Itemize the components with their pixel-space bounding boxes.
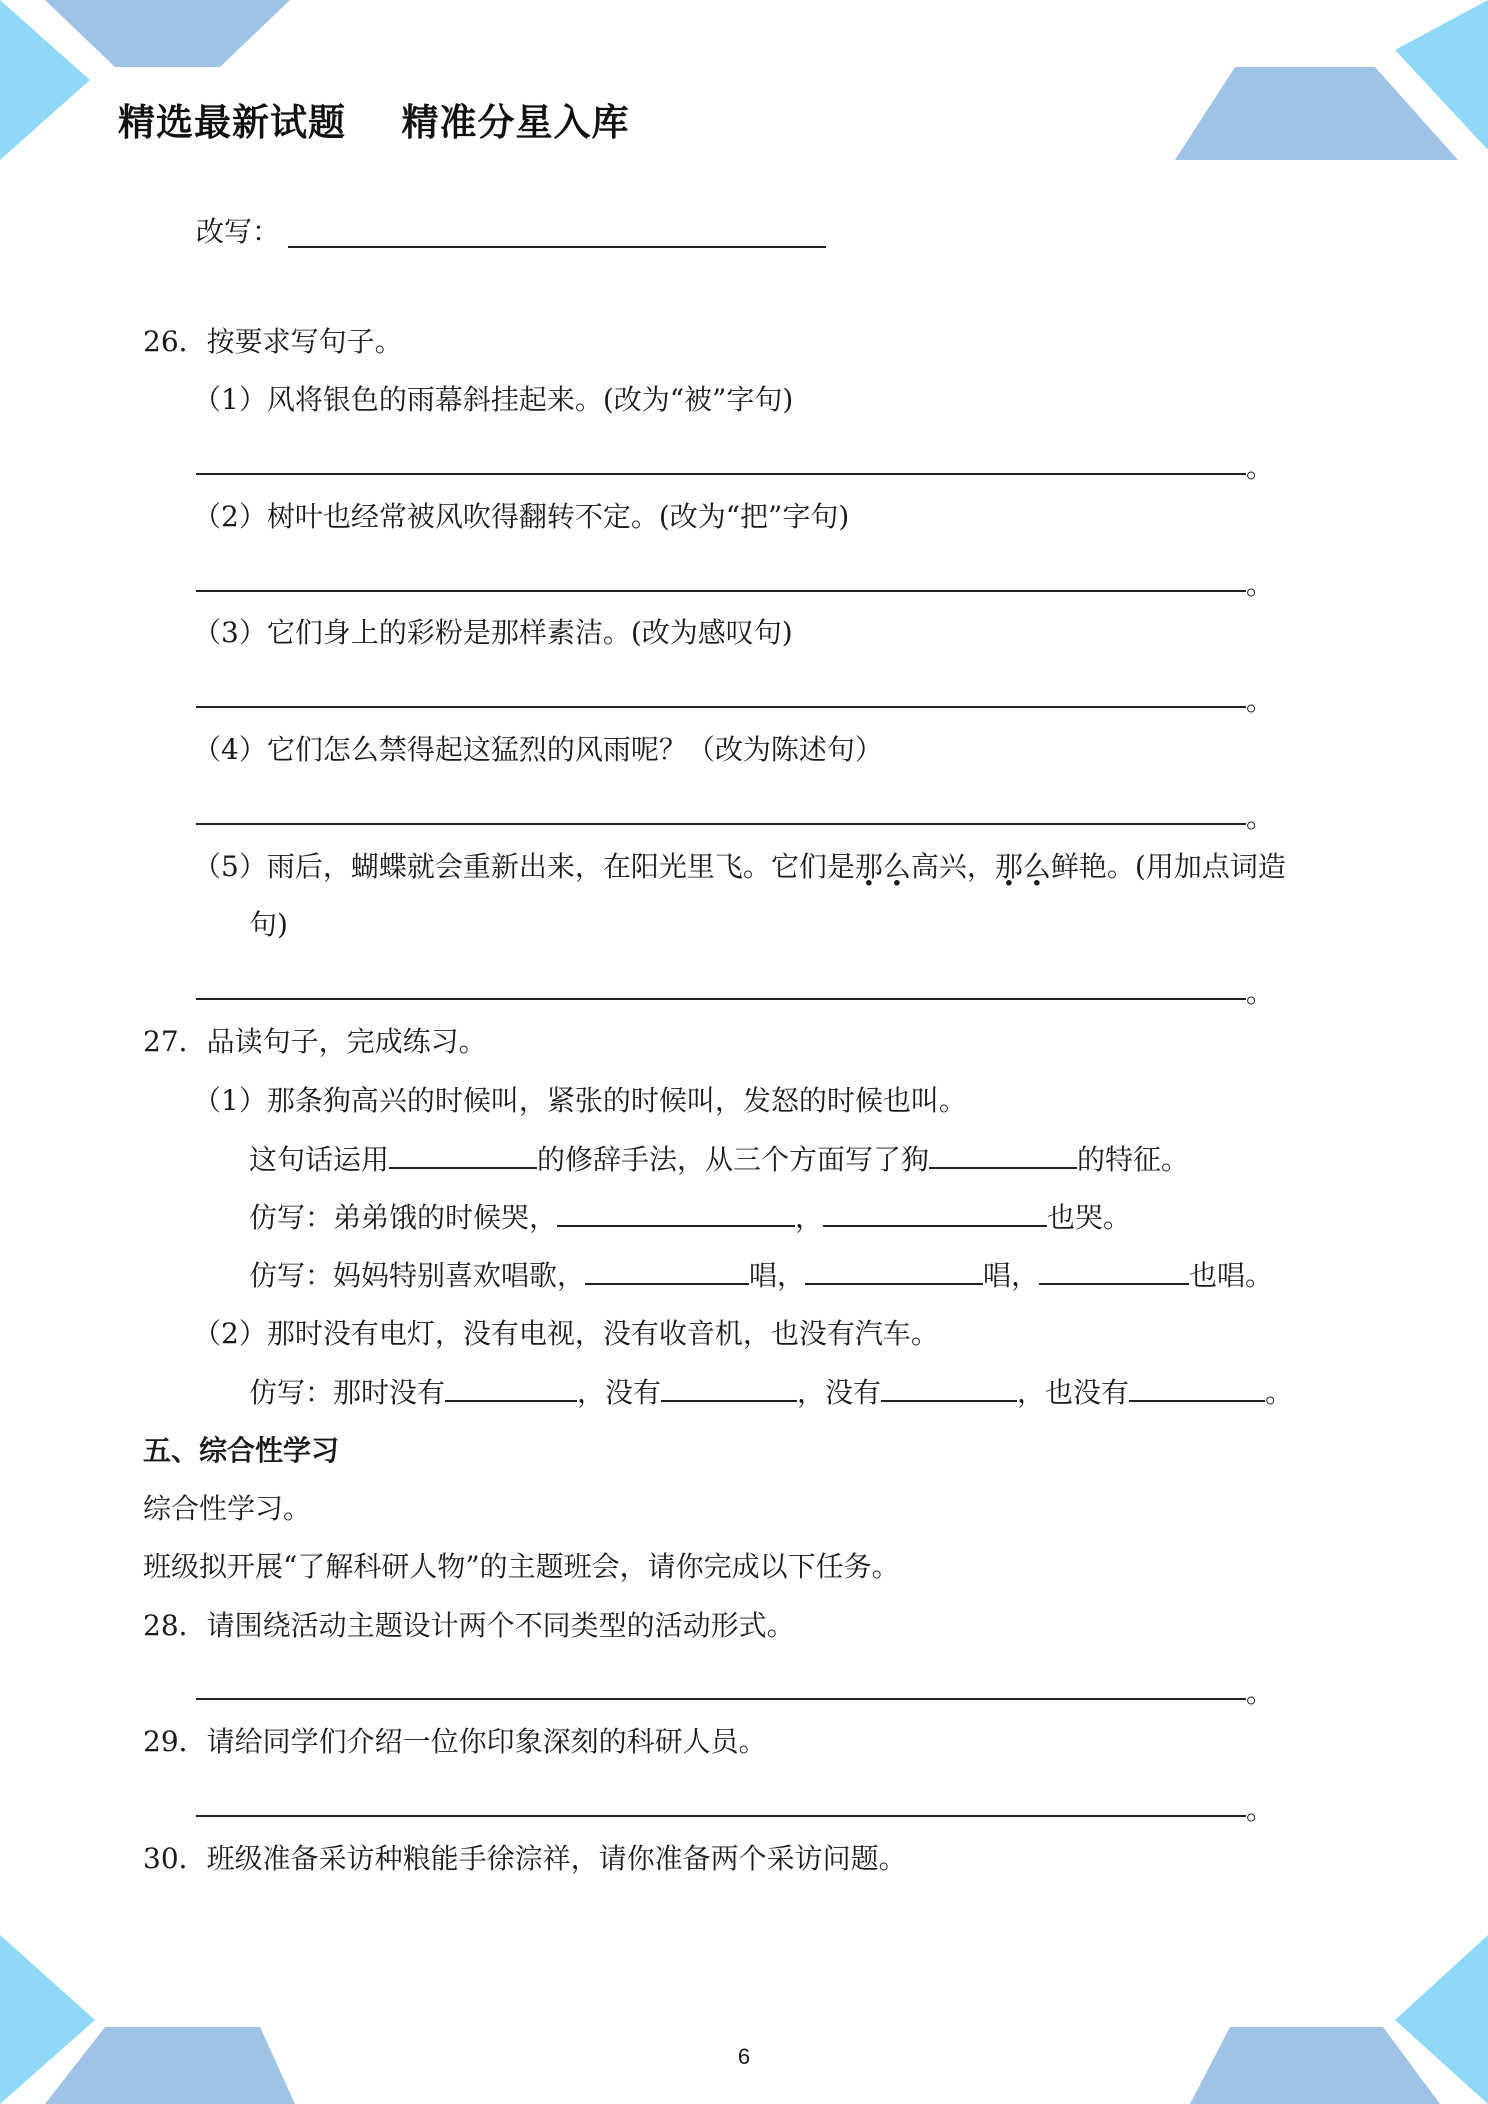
q27-sentence-1: （1）那条狗高兴的时候叫，紧张的时候叫，发怒的时候也叫。 bbox=[193, 1084, 967, 1117]
imit3-blank-3 bbox=[881, 1372, 1017, 1402]
imit3-blank-1 bbox=[445, 1372, 577, 1402]
q26-period-5: 。 bbox=[1246, 976, 1275, 1009]
fill-text-a: 这句话运用 bbox=[249, 1143, 390, 1176]
top-right-trapezoid bbox=[1175, 67, 1458, 160]
q28-answer-line bbox=[196, 1698, 1246, 1700]
q26-title: 26．按要求写句子。 bbox=[143, 325, 403, 358]
q27-title: 27．品读句子，完成练习。 bbox=[143, 1025, 487, 1058]
dotted-word-2b: 么 bbox=[1022, 850, 1051, 883]
q26-item-4: （4）它们怎么禁得起这猛烈的风雨呢？（改为陈述句） bbox=[193, 733, 883, 766]
imit3-blank-2 bbox=[661, 1372, 797, 1402]
section-5-heading: 五、综合性学习 bbox=[143, 1434, 340, 1467]
q26-item-5 bbox=[193, 847, 1286, 887]
imit1-text-b: ， bbox=[795, 1201, 824, 1234]
imit1-text-a: 仿写：弟弟饿的时候哭， bbox=[249, 1201, 558, 1234]
imit3-text-d: ，也没有 bbox=[1017, 1376, 1130, 1409]
q28-period: 。 bbox=[1246, 1676, 1275, 1709]
q26-answer-line-1 bbox=[196, 473, 1246, 475]
rhetoric-blank bbox=[389, 1139, 537, 1169]
imit3-text-e: 。 bbox=[1265, 1376, 1294, 1409]
q27-imitation-2 bbox=[249, 1255, 1273, 1296]
q26-item-5-suffix: 鲜艳。(用加点词造 bbox=[1050, 850, 1286, 883]
imit1-text-c: 也哭。 bbox=[1047, 1201, 1132, 1234]
fill-text-c: 的特征。 bbox=[1077, 1143, 1190, 1176]
imit2-text-b: 唱， bbox=[749, 1259, 806, 1292]
imit2-blank-2 bbox=[805, 1255, 983, 1285]
q26-answer-line-5 bbox=[196, 998, 1246, 1000]
q26-period-3: 。 bbox=[1246, 684, 1275, 717]
q26-period-4: 。 bbox=[1246, 801, 1275, 834]
dotted-word-2a: 那 bbox=[994, 850, 1023, 883]
imit1-blank-2 bbox=[823, 1197, 1047, 1227]
q26-period-2: 。 bbox=[1246, 568, 1275, 601]
dotted-word-1b: 么 bbox=[882, 850, 911, 883]
imit3-text-c: ，没有 bbox=[797, 1376, 882, 1409]
section-5-task: 班级拟开展“了解科研人物”的主题班会，请你完成以下任务。 bbox=[143, 1550, 900, 1583]
fill-text-b: 的修辞手法，从三个方面写了狗 bbox=[537, 1143, 930, 1176]
q27-imitation-3 bbox=[249, 1372, 1293, 1413]
q26-item-5-mid: 高兴， bbox=[910, 850, 995, 883]
dotted-word-1a: 那 bbox=[854, 850, 883, 883]
q27-sentence-2: （2）那时没有电灯，没有电视，没有收音机，也没有汽车。 bbox=[193, 1317, 939, 1350]
q26-period-1: 。 bbox=[1246, 451, 1275, 484]
imit3-text-b: ，没有 bbox=[577, 1376, 662, 1409]
q26-item-3: （3）它们身上的彩粉是那样素洁。(改为感叹句) bbox=[193, 616, 793, 649]
q27-imitation-1 bbox=[249, 1197, 1131, 1238]
q26-answer-line-2 bbox=[196, 590, 1246, 592]
q26-item-5-cont: 句) bbox=[249, 908, 288, 941]
feature-blank bbox=[929, 1139, 1077, 1169]
q28-text: 28．请围绕活动主题设计两个不同类型的活动形式。 bbox=[143, 1609, 795, 1642]
q26-answer-line-3 bbox=[196, 706, 1246, 708]
q26-item-5-prefix: （5）雨后，蝴蝶就会重新出来，在阳光里飞。它们是 bbox=[193, 850, 855, 883]
imit1-blank-1 bbox=[557, 1197, 795, 1227]
imit3-blank-4 bbox=[1129, 1372, 1265, 1402]
q26-item-1: （1）风将银色的雨幕斜挂起来。(改为“被”字句) bbox=[193, 383, 794, 416]
q29-answer-line bbox=[196, 1815, 1246, 1817]
imit2-text-a: 仿写：妈妈特别喜欢唱歌， bbox=[249, 1259, 586, 1292]
section-5-intro: 综合性学习。 bbox=[143, 1492, 312, 1525]
top-left-trapezoid bbox=[45, 0, 290, 67]
imit2-text-d: 也唱。 bbox=[1189, 1259, 1274, 1292]
imit2-blank-3 bbox=[1039, 1255, 1189, 1285]
q29-period: 。 bbox=[1246, 1793, 1275, 1826]
imit3-text-a: 仿写：那时没有 bbox=[249, 1376, 446, 1409]
rewrite-answer-line bbox=[288, 246, 826, 248]
header-title: 精选最新试题 精准分星入库 bbox=[118, 101, 630, 144]
imit2-blank-1 bbox=[585, 1255, 749, 1285]
q30-text: 30．班级准备采访种粮能手徐淙祥，请你准备两个采访问题。 bbox=[143, 1842, 907, 1875]
page-number: 6 bbox=[737, 2044, 751, 2069]
q26-item-2: （2）树叶也经常被风吹得翻转不定。(改为“把”字句) bbox=[193, 500, 850, 533]
q26-answer-line-4 bbox=[196, 823, 1246, 825]
rewrite-label: 改写： bbox=[196, 215, 281, 248]
q27-fill-rhetoric bbox=[249, 1139, 1189, 1180]
imit2-text-c: 唱， bbox=[983, 1259, 1040, 1292]
q29-text: 29．请给同学们介绍一位你印象深刻的科研人员。 bbox=[143, 1725, 767, 1758]
